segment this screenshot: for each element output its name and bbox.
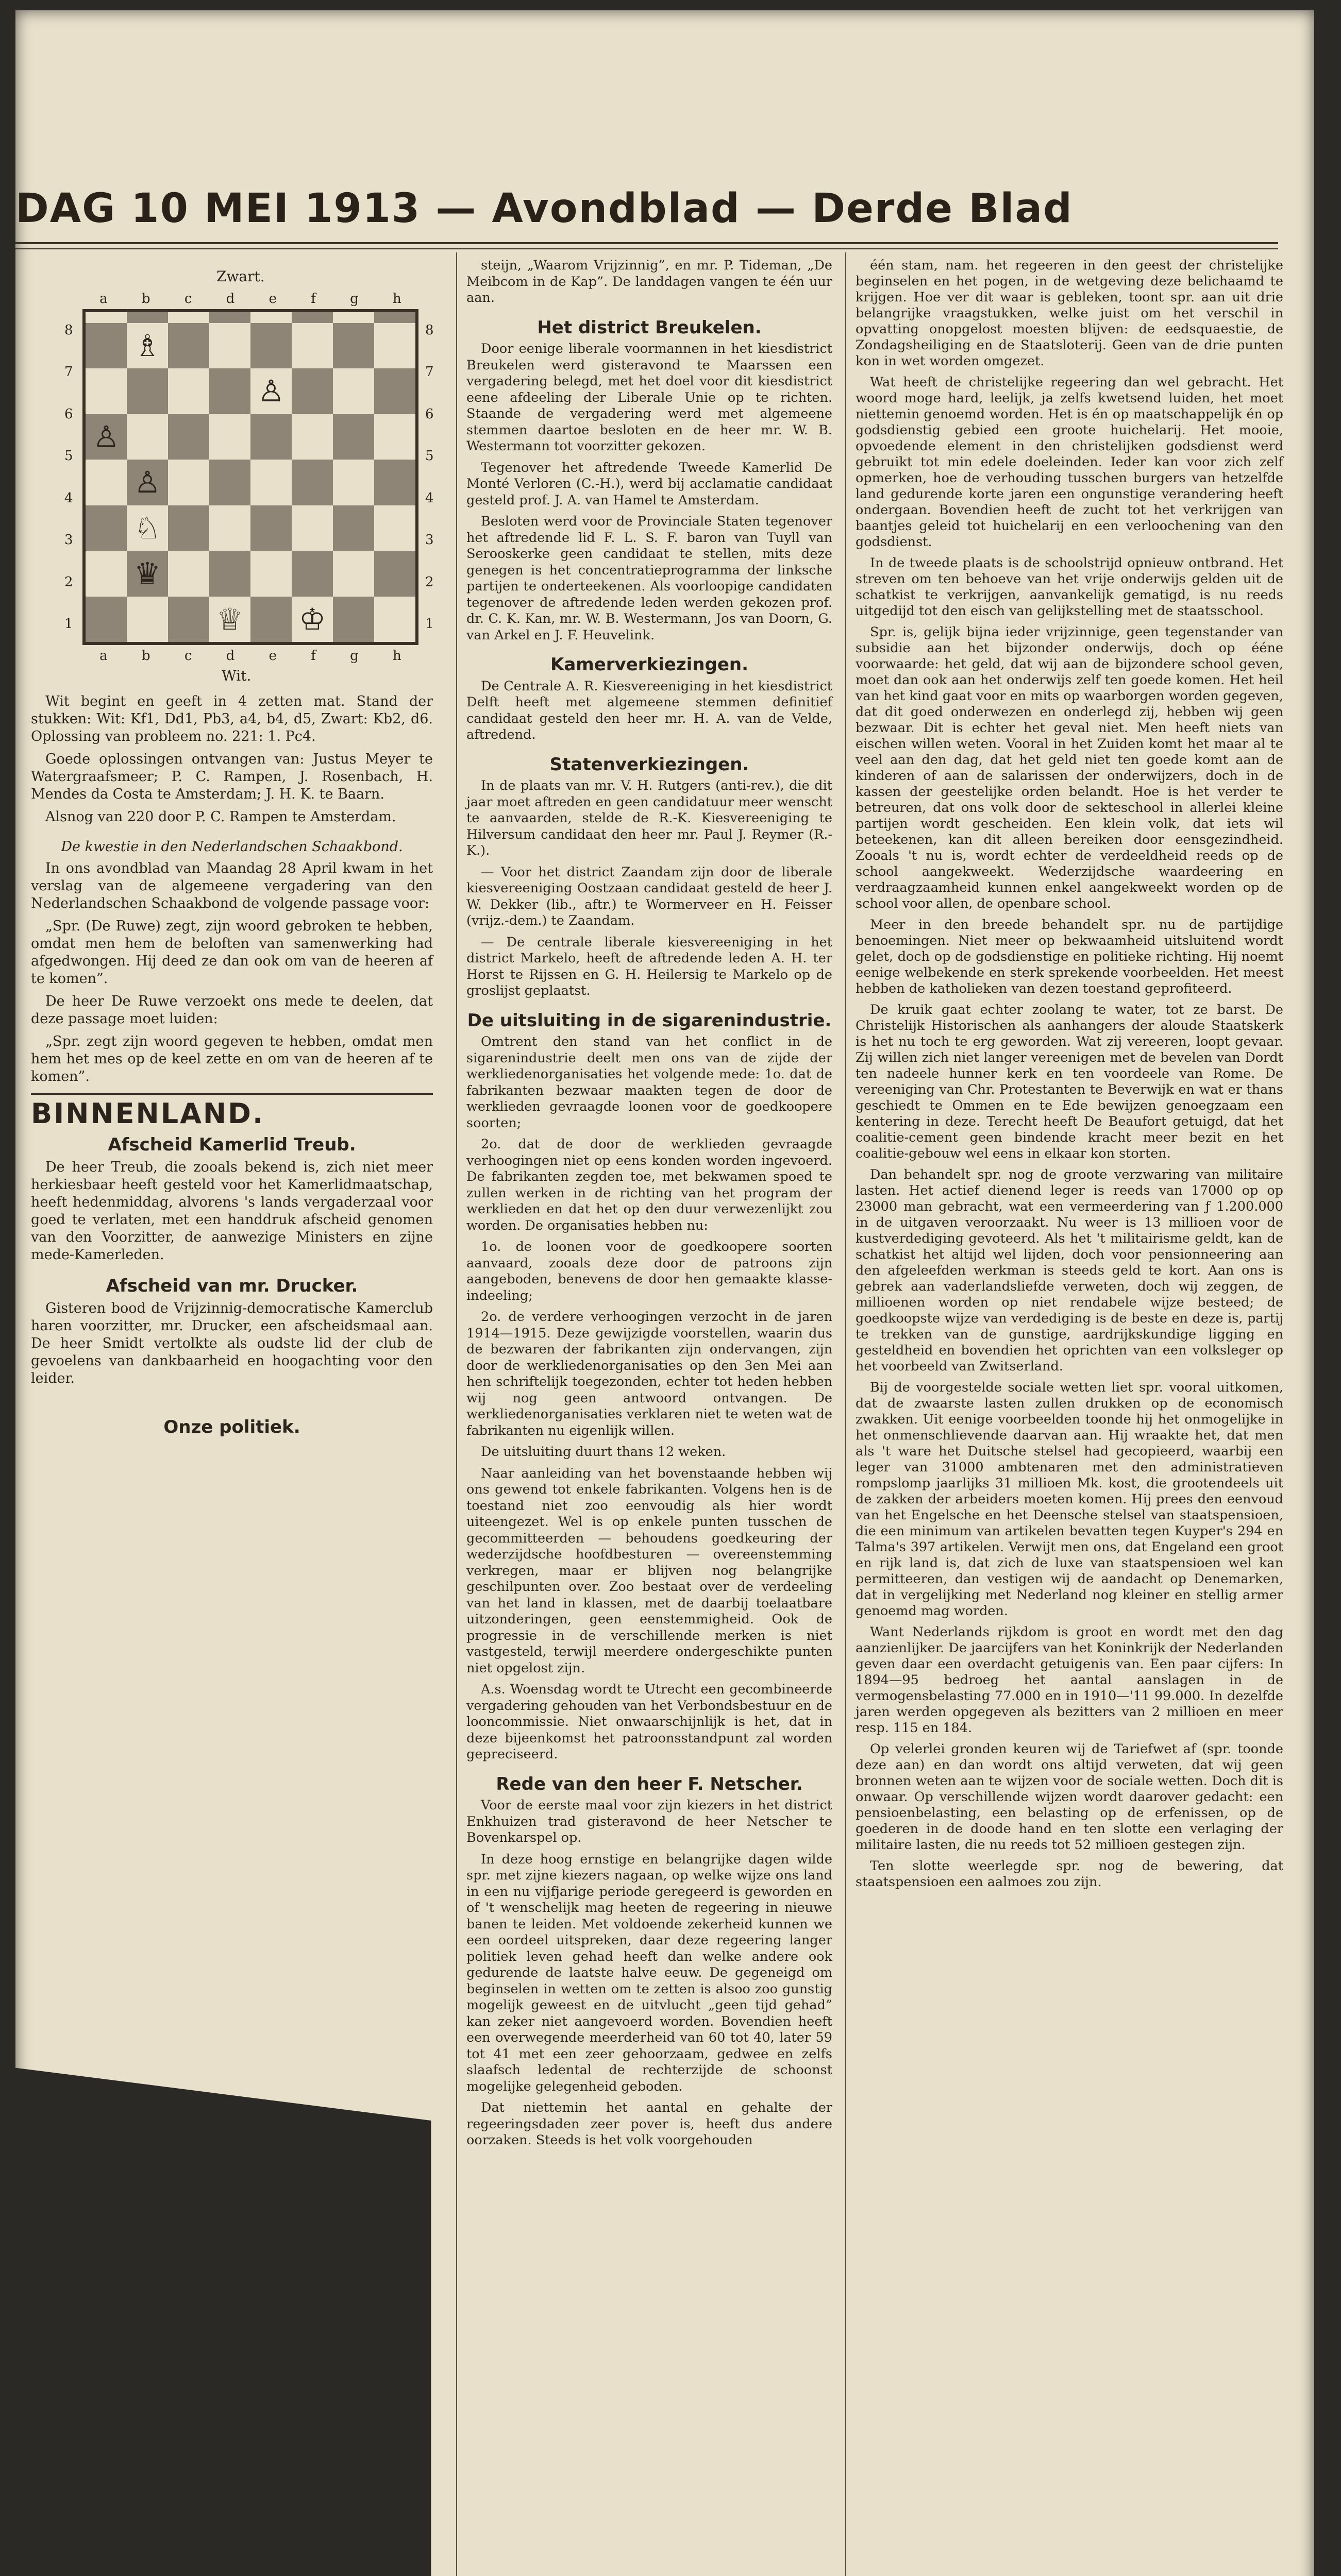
breukelen-paragraph: Besloten werd voor de Provinciale Staten tegenover het aftredende lid F. L. S. F. baron van Tuyll van Serooskerke geen candidaat te stellen, mits deze genegen is het concentratieprogramma der linksche partijen te onderteekenen. Als voorloopige candidaten tegenover de aftredende leden werden gekozen prof. dr. C. K. Kan, mr. W. B. Westermann, Jos van Doorn, G. van Arkel en J. F. Heuvelink. [466,514,832,643]
square-a6 [86,368,127,414]
chess-ranks-left: 8 7 6 5 4 3 2 1 [64,322,73,632]
square-g1 [333,597,374,642]
sigaren-paragraph: De uitsluiting duurt thans 12 weken. [481,1444,726,1460]
square-e8 [250,312,292,323]
kwestie-paragraph: „Spr. zegt zijn woord gegeven te hebben, omdat men hem het mes op de keel zette en om van de heeren af te komen”. [31,1033,433,1084]
square-a2 [86,551,127,597]
chess-bottom-label: Wit. [222,667,252,684]
square-c1 [168,597,209,642]
netscher-paragraph: Voor de eerste maal voor zijn kiezers in het district Enkhuizen trad gisteravond de heer Netscher te Bovenkarspel op. [466,1798,832,1845]
sigaren-paragraph: 1o. de loonen voor de goedkoopere soorten aanvaard, zooals deze door de patroons zijn aangeboden, benevens de door hen gemaakte klasse-indeeling; [466,1239,832,1303]
square-a1 [86,597,127,642]
netscher-continued-paragraph: Ten slotte weerlegde spr. nog de bewering, dat staatspensioen een aalmoes zou zijn. [856,1858,1283,1890]
square-b6 [127,368,168,414]
netscher-continued-paragraph: Meer in den breede behandelt spr. nu de partijdige benoemingen. Niet meer op bekwaamheid uitsluitend wordt gelet, doch op de godsdienstige en politieke richting. Hij noemt eenige welbekende en sterk sprekende voorbeelden. Het meest hebben de katholieken van dezen toestand geprofiteerd. [856,917,1283,996]
square-b8 [127,312,168,323]
square-a7 [86,323,127,369]
column-divider-2 [845,252,846,2576]
netscher-continued-paragraph: Op velerlei gronden keuren wij de Tariefwet af (spr. toonde deze aan) en dan wordt ons altijd verweten, dat wij geen bronnen weten aan te wijzen voor de sociale wetten. Doch dit is onwaar. Op verschillende wijzen wordt daarover gedacht: een pensioenbelasting, een belasting op de erfenissen, op de goederen in de doode hand en ten slotte een verlaging der militaire lasten, die nu reeds tot 52 millioen gestegen zijn. [856,1741,1283,1853]
square-b2 [127,551,168,597]
square-h3 [374,505,415,551]
netscher-continued-paragraph: In de tweede plaats is de schoolstrijd opnieuw ontbrand. Het streven om ten behoeve van het vrije onderwijs gelden uit de schatkist te verkrijgen, aanvankelijk gematigd, is nu reeds uitgedijd tot den eisch van gelijkstelling met de staatsschool. [856,555,1283,619]
square-e6 [250,368,292,414]
netscher-continued-paragraph: Wat heeft de christelijke regeering dan wel gebracht. Het woord moge hard, leelijk, ja zelfs kwetsend luiden, het moet niettemin genoemd worden. Het is én op maatschappelijk én op godsdienstig gebied een groote huichelarij. Het mooie, opvoedende element in den christelijken godsdienst werd gebruikt tot min edele doeleinden. Ieder kan voor zich zelf opmerken, hoe de verhouding tusschen burgers van hetzelfde land gedurende korte jaren een ongunstige verandering heeft ondergaan. Bovendien heeft de zucht tot het verkrijgen van baantjes geleid tot huichelarij en een verloochening van den godsdienst. [856,375,1283,550]
sigaren-paragraph: A.s. Woensdag wordt te Utrecht een gecombineerde vergadering gehouden van het Verbondsbestuur en de looncommissie. Niet onwaarschijnlijk is het, dat in deze bijeenkomst het patroonsstandpunt zal worden gepreciseerd. [466,1682,832,1762]
square-c2 [168,551,209,597]
square-e7 [250,323,292,369]
square-h8 [374,312,415,323]
kwestie-paragraph: „Spr. (De Ruwe) zegt, zijn woord gebroken te hebben, omdat men hem de beloften van samenwerking had afgedwongen. Hij deed ze dan ook om van de heeren af te komen”. [31,918,433,987]
staten-paragraph: — Voor het district Zaandam zijn door de liberale kiesvereeniging Oostzaan candidaat gesteld de heer J. W. Dekker (lib., aftr.) te Wormerveer en H. Feisser (vrijz.-dem.) te Zaandam. [466,864,832,928]
square-e1 [250,597,292,642]
square-e2 [250,551,292,597]
netscher-paragraph: In deze hoog ernstige en belangrijke dagen wilde spr. met zijne kiezers nagaan, op welke wijze ons land in een nu vijfjarige periode geregeerd is geworden en of 't wenschelijk mag heeten de regeering in nieuwe banen te leiden. Met voldoende zekerheid kunnen we een oordeel uitspreken, daar deze regeering langer politiek leven gehad heeft dan welke andere ook gedurende de laatste halve eeuw. De gegeneigd om beginselen in wetten om te zetten is alsoo zoo gunstig mogelijk geweest en de uitvlucht „geen tijd gehad” kan zeker niet aangevoerd worden. Bovendien heeft een overwegende meerderheid van 60 tot 40, later 59 tot 41 met een zeer gehoorzaam, gedwee en zelfs slaafsch ledental de rechterzijde de schoonst mogelijke gelegenheid geboden. [466,1851,832,2094]
square-a3 [86,505,127,551]
binnenland-heading: BINNENLAND. [31,1097,265,1130]
square-c5 [168,414,209,460]
square-d3 [209,505,250,551]
square-g4 [333,460,374,505]
sigaren-paragraph: Naar aanleiding van het bovenstaande hebben wij ons gewend tot enkele fabrikanten. Volgens hen is de toestand niet zoo eenvoudig als hier wordt uiteengezet. Wel is op enkele punten tusschen de gecommitteerden — behoudens goedkeuring der wederzijdsche hoofdbesturen — overeenstemming verkregen, maar er blijven nog belangrijke geschilpunten over. Zoo bestaat over de verdeeling van het land in klassen, met de daarbij toelaatbare uitzonderingen, geen eenstemmigheid. Ook de progressie in de verschillende merken is niet vastgesteld, terwijl meerdere ondergeschikte punten niet opgelost zijn. [466,1465,832,1676]
section-rule [31,1093,433,1095]
square-f4 [292,460,333,505]
column-3 [856,258,1283,1895]
square-a4 [86,460,127,505]
politiek-title: Onze politiek. [163,1417,300,1437]
treub-paragraph: De heer Treub, die zooals bekend is, zich niet meer herkiesbaar heeft gesteld voor het Kamerlidmaatschap, heeft hedenmiddag, alvorens 's lands vergaderzaal voor goed te verlaten, met een handdruk afscheid genomen van den Voorzitter, de aanwezige Ministers en zijne mede-Kamerleden. [31,1159,433,1263]
netscher-continued-paragraph: één stam, nam. het regeeren in den geest der christelijke beginselen en het pogen, in de wetgeving deze belichaamd te krijgen. Hoe ver dit waar is gebleken, toont spr. aan uit drie belangrijke vraagstukken, welke juist om het verschil in opvatting onopgelost moesten blijven: de eedsquaestie, de Zondagsheiliging en de Staatsloterij. Geen van de drie punten kon in wet worden omgezet. [856,258,1283,369]
square-g6 [333,368,374,414]
chess-problem: Wit begint en geeft in 4 zetten mat. Stand der stukken: Wit: Kf1, Dd1, Pb3, a4, b4, d5, Zwart: Kb2, d6. Oplossing van probleem no. 221: 1. Pc4. [31,693,433,744]
square-f3 [292,505,333,551]
square-d8 [209,312,250,323]
square-c3 [168,505,209,551]
breukelen-paragraph: Tegenover het aftredende Tweede Kamerlid De Monté Verloren (C.-H.), werd bij acclamatie candidaat gesteld prof. J. A. van Hamel te Amsterdam. [466,460,832,508]
netscher-continued-paragraph: Want Nederlands rijkdom is groot en wordt met den dag aanzienlijker. De jaarcijfers van het Koninkrijk der Nederlanden geven daar een overdacht getuigenis van. Een paar cijfers: In 1894—95 bedroeg het aantal aanslagen in de vermogensbelasting 77.000 en in 1910—'11 99.000. In dezelfde jaren werden opgegeven als bezitters van 2 millioen en meer resp. 115 en 184. [856,1624,1283,1736]
sigaren-paragraph: 2o. dat de door de werklieden gevraagde verhoogingen niet op eens konden worden ingevoerd. De fabrikanten zegden toe, met bekwamen spoed te zullen werken in de richting van het program der werklieden en dat het op den duur verwezenlijkt zou worden. De organisaties hebben nu: [466,1137,832,1233]
square-c4 [168,460,209,505]
square-g2 [333,551,374,597]
drucker-title: Afscheid van mr. Drucker. [106,1276,358,1296]
square-e4 [250,460,292,505]
staten-paragraph: — De centrale liberale kiesvereeniging in het district Markelo, heeft de aftredende leden A. H. ter Horst te Rijssen en G. H. Heilersig te Markelo op de groslijst geplaatst. [466,934,832,998]
netscher-title: Rede van den heer F. Netscher. [496,1773,803,1794]
square-c8 [168,312,209,323]
square-e5 [250,414,292,460]
chess-piece-icon: ♙ [258,374,284,409]
square-h5 [374,414,415,460]
chess-piece-icon: ♙ [134,465,161,500]
square-f5 [292,414,333,460]
square-f7 [292,323,333,369]
chess-board [82,309,418,645]
sigaren-paragraph: Omtrent den stand van het conflict in de sigarenindustrie deelt men ons van de zijde der werkliedenorganisaties het volgende mede: 1o. dat de fabrikanten bezwaar maakten tegen de door de werklieden gevraagde loonen voor de goedkoopere soorten; [466,1034,832,1131]
square-c6 [168,368,209,414]
chess-ranks-right: 8 7 6 5 4 3 2 1 [425,322,434,632]
kamer-paragraph: De Centrale A. R. Kiesvereeniging in het kiesdistrict Delft heeft met algemeene stemmen definitief candidaat gesteld den heer mr. H. A. van de Velde, aftredend. [466,678,832,742]
chess-files-bottom: a b c d e f g h [99,648,401,664]
sigaren-title: De uitsluiting in de sigarenindustrie. [467,1010,832,1031]
kamer-title: Kamerverkiezingen. [550,654,749,675]
square-h4 [374,460,415,505]
chess-piece-icon: ♗ [134,328,161,363]
square-h1 [374,597,415,642]
square-f2 [292,551,333,597]
column-divider-1 [456,252,457,2576]
breukelen-paragraph: Door eenige liberale voormannen in het kiesdistrict Breukelen werd gisteravond te Maarssen een vergadering belegd, met het doel voor dit kiesdistrict eene afdeeling der Liberale Unie op te richten. Staande de vergadering werd met algemeene stemmen daartoe besloten en de heer mr. W. B. Westermann tot voorzitter gekozen. [466,341,832,454]
kwestie-paragraph: De heer De Ruwe verzoekt ons mede te deelen, dat deze passage moet luiden: [31,993,433,1027]
staten-paragraph: In de plaats van mr. V. H. Rutgers (anti-rev.), die dit jaar moet aftreden en geen candidatuur meer wenscht te aanvaarden, stelde de R.-K. Kiesvereeniging te Hilversum candidaat den heer mr. Paul J. Reymer (R.-K.). [466,778,832,858]
chess-piece-icon: ♙ [93,419,120,454]
square-f1 [292,597,333,642]
square-d4 [209,460,250,505]
staten-title: Statenverkiezingen. [549,754,749,775]
square-h7 [374,323,415,369]
netscher-paragraph: Dat niettemin het aantal en gehalte der regeeringsdaden zeer pover is, heeft dus andere oorzaken. Steeds is het volk voorgehouden [466,2100,832,2148]
square-g7 [333,323,374,369]
square-b5 [127,414,168,460]
square-c7 [168,323,209,369]
netscher-continued-paragraph: Bij de voorgestelde sociale wetten liet spr. vooral uitkomen, dat de zwaarste lasten zullen drukken op de economisch zwakken. Uit eenige voorbeelden toonde hij het onmogelijke in het onmenschlievende daarvan aan. Hij wraakte het, dat men als 't ware het Duitsche stelsel had gecopieerd, waarbij een leger van 31000 ambtenaren met den administratieven rompslomp jaarlijks 31 millioen Mk. kost, die grootendeels uit de zakken der arbeiders moeten komen. Hij prees den eenvoud van het Engelsche en het Deensche stelsel van staatspensioen, die een minimum van artikelen bevatten tegen Kuyper's 294 en Talma's 397 artikelen. Verwijt men ons, dat Engeland een groot en rijk land is, dat zich de luxe van staatspensioen wel kan permitteeren, dan vestigen wij de aandacht op Denemarken, dat in vergelijking met Nederland nog kleiner en stellig armer genoemd mag worden. [856,1380,1283,1619]
sigaren-paragraph: 2o. de verdere verhoogingen verzocht in de jaren 1914—1915. Deze gewijzigde voorstellen, waarin dus de bezwaren der fabrikanten zijn ondervangen, zijn door de werkliedenorganisaties op den 3en Mei aan hen schriftelijk toegezonden, echter tot heden hebben wij nog geen antwoord ontvangen. De werkliedenorganisaties verklaren niet te weten wat de fabrikanten nu eigenlijk willen. [466,1309,832,1438]
intro-paragraph: steijn, „Waarom Vrijzinnig”, en mr. P. Tideman, „De Meibcom in de Kap”. De landdagen vangen te één uur aan. [466,258,832,306]
square-f6 [292,368,333,414]
chess-solvers: Goede oplossingen ontvangen van: Justus Meyer te Watergraafsmeer; P. C. Rampen, J. Rosenbach, H. Mendes da Costa te Amsterdam; J. H. K. te Baarn. [31,751,433,802]
chess-piece-icon: ♕ [216,601,243,637]
square-g8 [333,312,374,323]
column-1 [31,693,433,1441]
square-d1 [209,597,250,642]
square-d2 [209,551,250,597]
netscher-continued-paragraph: De kruik gaat echter zoolang te water, tot ze barst. De Christelijk Historischen als aanhangers der aloude Staatskerk is het nu toch te erg geworden. Wat zij vereeren, loopt gevaar. Zij willen zich niet langer vereenigen met de bevelen van Dordt ten nadeele hunner kerk en ten voordeele van Rome. De vereeniging van Chr. Protestanten te Beverwijk en wat er thans geschiedt te Ommen en te Ede bewijzen genoegzaam een kentering in deze. Terecht heeft De Beaufort getuigd, dat het coalitie-cement geen bindende kracht meer bezit en het coalitie-gebouw wel eens in elkaar kon storten. [856,1002,1283,1161]
square-g3 [333,505,374,551]
square-d6 [209,368,250,414]
netscher-continued-paragraph: Spr. is, gelijk bijna ieder vrijzinnige, geen tegenstander van subsidie aan het bijzonder onderwijs, doch op ééne voorwaarde: het geld, dat wij aan de bijzondere school geven, moet dan ook aan het onderwijs zelf ten goede komen. Het heil van het kind gaat voor en mits op waarborgen worden gegeven, dat dit goed onderwezen en onderlegd zij, hebben wij geen bezwaar. Dit is echter het geval niet. Men heeft niets van eischen willen weten. Vooral in het Zuiden komt het maar al te veel aan den dag, dat het geld niet ten goede komt aan de kinderen of aan de salarissen der onderwijzers, doch in de kassen der geestelijke orden belandt. Hoe is het verder te betreuren, dat ons volk door de sekteschool in allerlei kleine partijen wordt gescheiden. Een klein volk, dat iets wil beteekenen, kan dit alleen bereiken door eensgezindheid. Zooals 't nu is, wordt echter de verdeeldheid reeds op de school aangekweekt. Wederzijdsche waardeering en verdraagzaamheid kunnen enkel aangekweekt worden op de school voor allen, de openbare school. [856,624,1283,911]
header-rule [15,242,1278,244]
netscher-continued-paragraph: Dan behandelt spr. nog de groote verzwaring van militaire lasten. Het actief dienend leger is reeds van 17000 op op 23000 man gebracht, wat een vermeerdering van ƒ 1.200.000 in de uitgaven veroorzaakt. Nu weer is 13 millioen voor de kustverdediging gevoteerd. Als het 't militairisme geldt, kan de schatkist het altijd wel lijden, doch voor pensionneering aan den afgeleefden werkman is steeds geld te kort. Aan ons is gebrek aan vaderlandsliefde verweten, doch wij zeggen, de millioenen worden op niet rendabele wijze besteed; de goedkoopste wijze van verdediging is de beste en deze is, partij te trekken van de gunstige, aardrijkskundige ligging en gesteldheid en bovendien het oprichten van een volksleger op het voorbeeld van Zwitserland. [856,1167,1283,1374]
treub-title: Afscheid Kamerlid Treub. [108,1134,356,1155]
header-rule-thin [15,248,1278,249]
breukelen-title: Het district Breukelen. [537,317,762,338]
square-f8 [292,312,333,323]
page-header: DAG 10 MEI 1913 — Avondblad — Derde Blad [15,185,1073,232]
square-b3 [127,505,168,551]
kwestie-title: De kwestie in den Nederlandschen Schaakbond. [61,839,403,855]
square-d7 [209,323,250,369]
square-h6 [374,368,415,414]
chess-top-label: Zwart. [216,268,265,285]
square-e3 [250,505,292,551]
chess-solvers-2: Alsnog van 220 door P. C. Rampen te Amsterdam. [45,809,396,825]
kwestie-paragraph: In ons avondblad van Maandag 28 April kwam in het verslag van de algemeene vergadering van den Nederlandschen Schaakbond de volgende passage voor: [31,860,433,911]
chess-piece-icon: ♛ [134,556,161,591]
chess-piece-icon: ♔ [299,601,326,637]
drucker-paragraph: Gisteren bood de Vrijzinnig-democratische Kamerclub haren voorzitter, mr. Drucker, een afscheidsmaal aan. De heer Smidt vertolkte als oudste lid der club de gevoelens van dankbaarheid en hoogachting voor den leider. [31,1300,433,1386]
square-g5 [333,414,374,460]
square-a8 [86,312,127,323]
square-d5 [209,414,250,460]
square-b1 [127,597,168,642]
chess-files-top: a b c d e f g h [99,291,401,307]
square-a5 [86,414,127,460]
chess-piece-icon: ♘ [134,510,161,546]
column-2 [466,258,832,2154]
square-b7 [127,323,168,369]
square-h2 [374,551,415,597]
square-b4 [127,460,168,505]
